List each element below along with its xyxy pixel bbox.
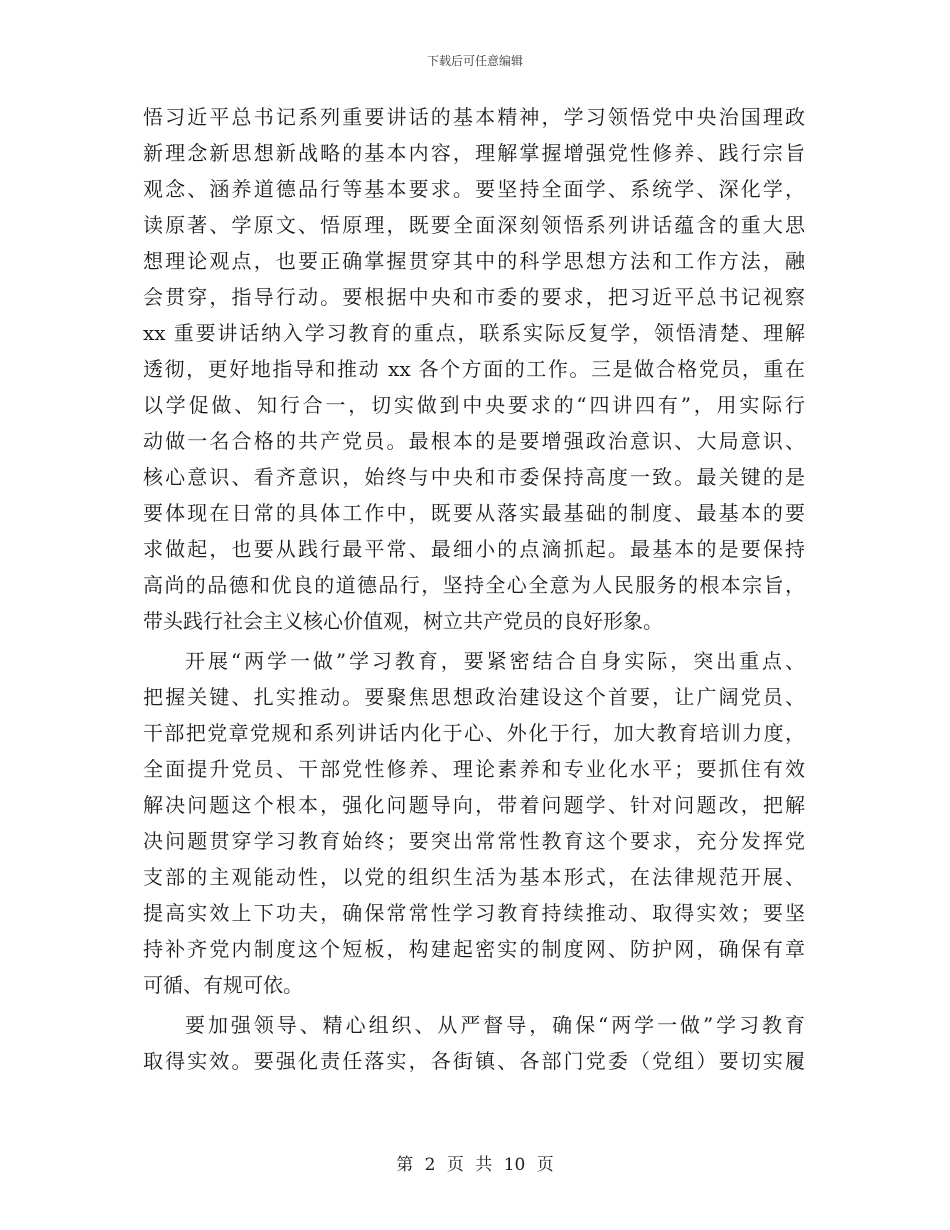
text-line: 全面提升党员、干部党性修养、理论素养和专业化水平；要抓住有效 [143, 757, 805, 781]
paragraph [143, 1007, 805, 1079]
header-note: 下载后可任意编辑 [426, 54, 523, 68]
text-line: 透彻，更好地指导和推动 xx 各个方面的工作。三是做合格党员，重在 [143, 357, 805, 381]
text-line: 求做起，也要从践行最平常、最细小的点滴抓起。最基本的是要保持 [143, 537, 805, 561]
text-line: 会贯穿，指导行动。要根据中央和市委的要求，把习近平总书记视察 [143, 285, 805, 309]
text-line: 以学促做、知行合一，切实做到中央要求的“四讲四有”，用实际行 [143, 393, 805, 417]
paragraph [143, 643, 805, 1003]
text-line: 动做一名合格的共产党员。最根本的是要增强政治意识、大局意识、 [143, 429, 805, 453]
text-line: 提高实效上下功夫，确保常常性学习教育持续推动、取得实效；要坚 [143, 901, 805, 925]
text-line: 可循、有规可依。 [143, 973, 303, 997]
page-number-footer: 第 2 页 共 10 页 [396, 1155, 554, 1175]
paragraph [143, 99, 805, 639]
text-line: 核心意识、看齐意识，始终与中央和市委保持高度一致。最关键的是 [143, 465, 805, 489]
text-line: xx 重要讲话纳入学习教育的重点，联系实际反复学，领悟清楚、理解 [143, 321, 805, 345]
text-line: 想理论观点，也要正确掌握贯穿其中的科学思想方法和工作方法，融 [143, 249, 805, 273]
text-line: 高尚的品德和优良的道德品行，坚持全心全意为人民服务的根本宗旨， [143, 573, 805, 597]
text-line: 要加强领导、精心组织、从严督导，确保“两学一做”学习教育 [185, 1013, 805, 1037]
text-line: 支部的主观能动性，以党的组织生活为基本形式，在法律规范开展、 [143, 865, 805, 889]
text-line: 悟习近平总书记系列重要讲话的基本精神，学习领悟党中央治国理政 [143, 105, 805, 129]
text-line: 开展“两学一做”学习教育，要紧密结合自身实际，突出重点、 [185, 649, 805, 673]
document-body [143, 99, 805, 1079]
text-line: 干部把党章党规和系列讲话内化于心、外化于行，加大教育培训力度， [143, 721, 805, 745]
text-line: 观念、涵养道德品行等基本要求。要坚持全面学、系统学、深化学， [143, 177, 805, 201]
text-line: 取得实效。要强化责任落实，各街镇、各部门党委（党组）要切实履 [143, 1049, 805, 1073]
text-line: 要体现在日常的具体工作中，既要从落实最基础的制度、最基本的要 [143, 501, 805, 525]
text-line: 持补齐党内制度这个短板，构建起密实的制度网、防护网，确保有章 [143, 937, 805, 961]
text-line: 读原著、学原文、悟原理，既要全面深刻领悟系列讲话蕴含的重大思 [143, 213, 805, 237]
text-line: 带头践行社会主义核心价值观，树立共产党员的良好形象。 [143, 609, 663, 633]
text-line: 决问题贯穿学习教育始终；要突出常常性教育这个要求，充分发挥党 [143, 829, 805, 853]
text-line: 新理念新思想新战略的基本内容，理解掌握增强党性修养、践行宗旨 [143, 141, 805, 165]
text-line: 把握关键、扎实推动。要聚焦思想政治建设这个首要，让广阔党员、 [143, 685, 805, 709]
text-line: 解决问题这个根本，强化问题导向，带着问题学、针对问题改，把解 [143, 793, 805, 817]
